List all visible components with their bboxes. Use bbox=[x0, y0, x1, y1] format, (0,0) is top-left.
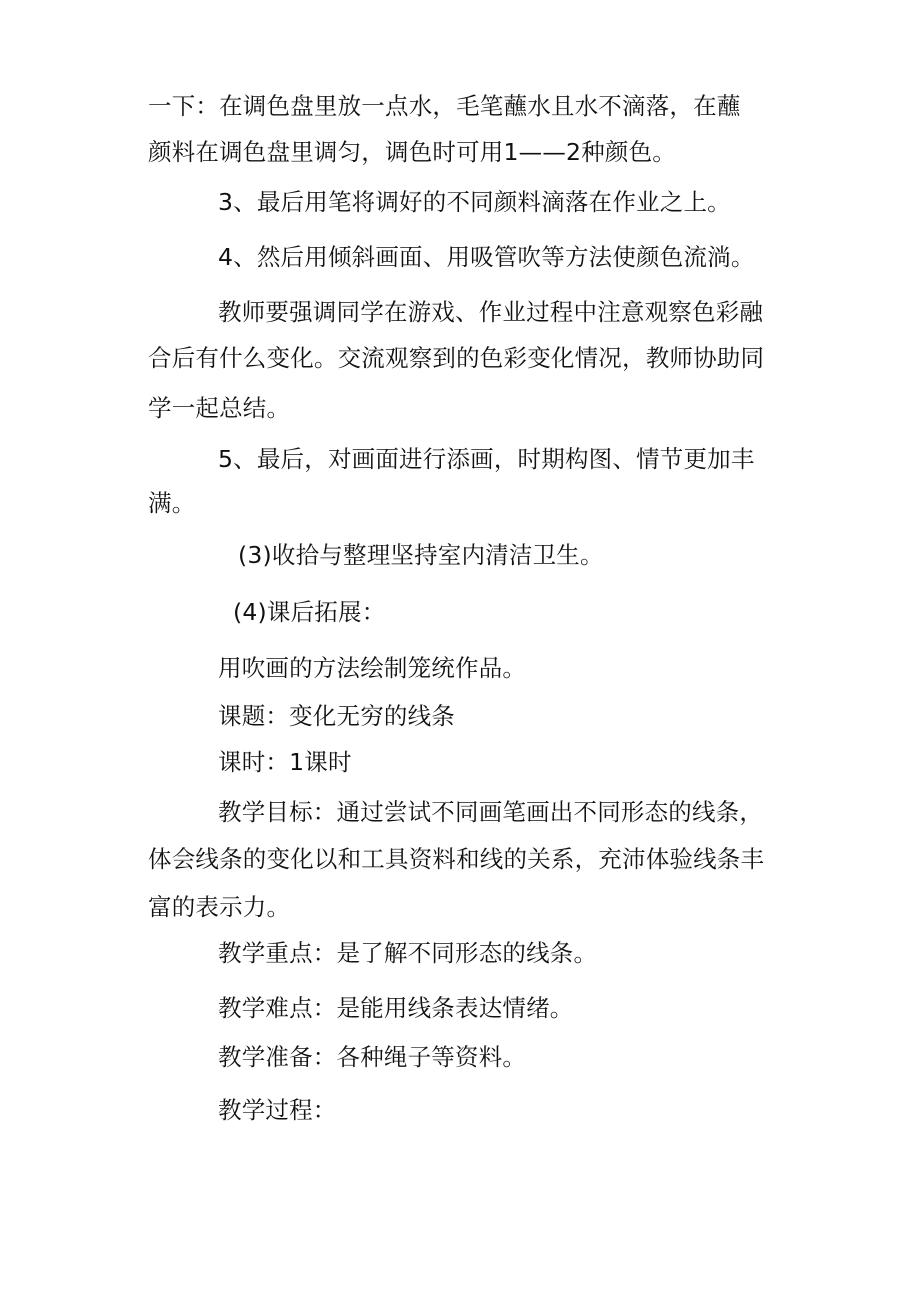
text-line: 合后有什么变化。交流观察到的色彩变化情况，教师协助同 bbox=[148, 344, 765, 372]
text-line: 富的表示力。 bbox=[148, 893, 291, 921]
text-line: 4、然后用倾斜画面、用吸管吹等方法使颜色流淌。 bbox=[218, 243, 755, 271]
text-line: (4)课后拓展： bbox=[233, 598, 386, 626]
text-line: 颜料在调色盘里调匀，调色时可用1——2种颜色。 bbox=[148, 138, 677, 166]
text-line: 教学重点：是了解不同形态的线条。 bbox=[218, 939, 598, 967]
text-line: 满。 bbox=[148, 489, 196, 517]
text-line: 体会线条的变化以和工具资料和线的关系，充沛体验线条丰 bbox=[148, 845, 765, 873]
text-line: 用吹画的方法绘制笼统作品。 bbox=[218, 654, 527, 682]
text-line: 一下：在调色盘里放一点水，毛笔蘸水且水不滴落，在蘸 bbox=[148, 92, 741, 120]
text-line: 5、最后，对画面进行添画，时期构图、情节更加丰 bbox=[218, 445, 755, 473]
text-line: 教学过程： bbox=[218, 1096, 337, 1124]
text-line: 学一起总结。 bbox=[148, 394, 291, 422]
text-line: (3)收拾与整理坚持室内清洁卫生。 bbox=[238, 541, 604, 569]
text-line: 教师要强调同学在游戏、作业过程中注意观察色彩融 bbox=[218, 298, 764, 326]
text-line: 教学准备：各种绳子等资料。 bbox=[218, 1043, 527, 1071]
text-line: 课时：1课时 bbox=[218, 748, 352, 776]
text-line: 教学难点：是能用线条表达情绪。 bbox=[218, 994, 574, 1022]
text-line: 3、最后用笔将调好的不同颜料滴落在作业之上。 bbox=[218, 188, 731, 216]
text-line: 课题：变化无穷的线条 bbox=[218, 702, 455, 730]
text-line: 教学目标：通过尝试不同画笔画出不同形态的线条， bbox=[218, 798, 764, 826]
